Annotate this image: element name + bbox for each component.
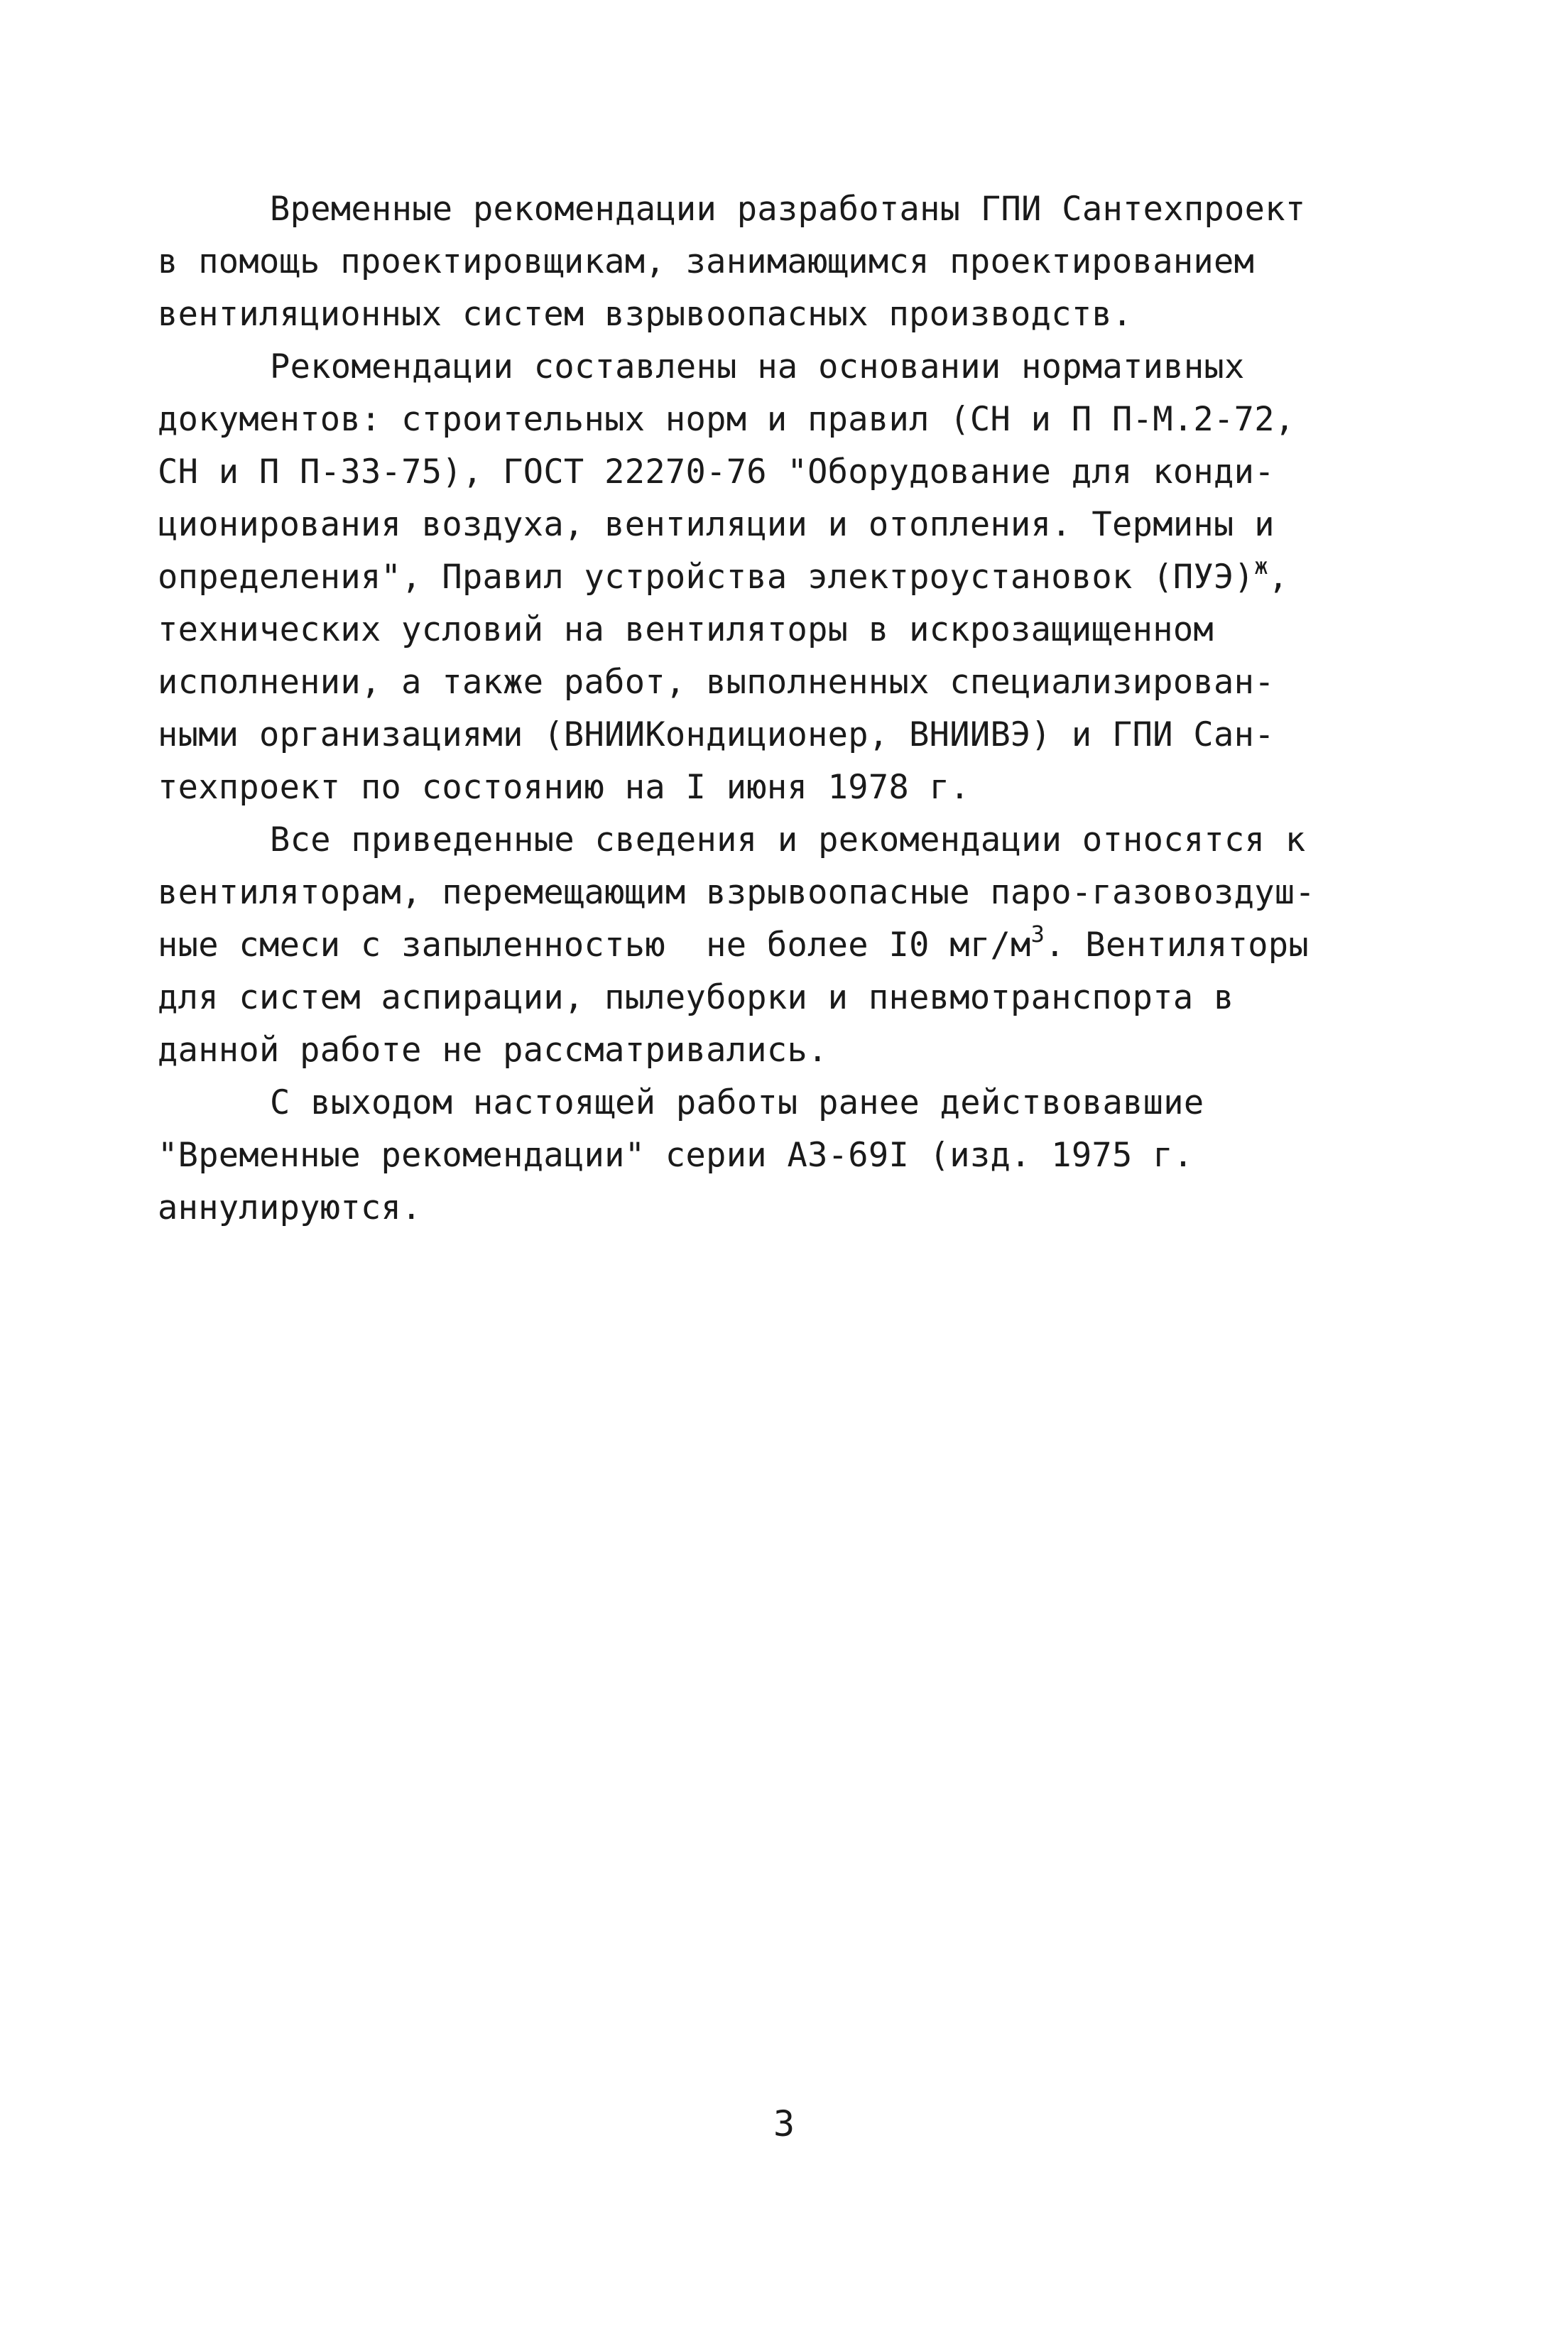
text-line: ными организациями (ВНИИКондиционер, ВНИИВЭ) и ГПИ Сан-	[158, 715, 1275, 754]
text-line: аннулируются.	[158, 1188, 422, 1227]
body-text	[158, 183, 1436, 1235]
text-line: С выходом настоящей работы ранее действовавшие	[270, 1083, 1204, 1122]
text-line: техпроект по состоянию на I июня 1978 г.	[158, 768, 970, 807]
text-line: "Временные рекомендации" серии А3-69I (изд. 1975 г.	[158, 1136, 1194, 1175]
text-line: вентиляционных систем взрывоопасных производств.	[158, 295, 1133, 334]
text-line: в помощь проектировщикам, занимающимся проектированием	[158, 242, 1255, 281]
text-line: Временные рекомендации разработаны ГПИ Сантехпроект	[270, 190, 1306, 229]
text-line: Рекомендации составлены на основании нормативных	[270, 347, 1245, 386]
text-line: вентиляторам, перемещающим взрывоопасные паро-газовоздуш-	[158, 873, 1315, 912]
text-line: СН и П П-33-75), ГОСТ 22270-76 "Оборудование для конди-	[158, 452, 1275, 492]
page-number: 3	[773, 2103, 795, 2144]
text-line: исполнении, а также работ, выполненных специализирован-	[158, 663, 1275, 702]
text-line: ные смеси с запыленностью не более I0 $мг/м^3$. Вентиляторы	[158, 921, 1309, 965]
text-line: ционирования воздуха, вентиляции и отопления. Термины и	[158, 505, 1275, 544]
footnote-marker: ж	[1254, 553, 1268, 580]
text-line: для систем аспирации, пылеуборки и пневмотранспорта в	[158, 978, 1234, 1017]
superscript-exponent: 3	[1030, 921, 1045, 948]
text-line: данной работе не рассматривались.	[158, 1031, 828, 1070]
text-line: технических условий на вентиляторы в искрозащищенном	[158, 610, 1214, 649]
text-line: документов: строительных норм и правил (СН и П П-М.2-72,	[158, 400, 1295, 439]
text-line: Все приведенные сведения и рекомендации относятся к	[270, 820, 1306, 859]
text-line: определения", Правил устройства электроустановок (ПУЭ)$^ж$,	[158, 553, 1289, 597]
